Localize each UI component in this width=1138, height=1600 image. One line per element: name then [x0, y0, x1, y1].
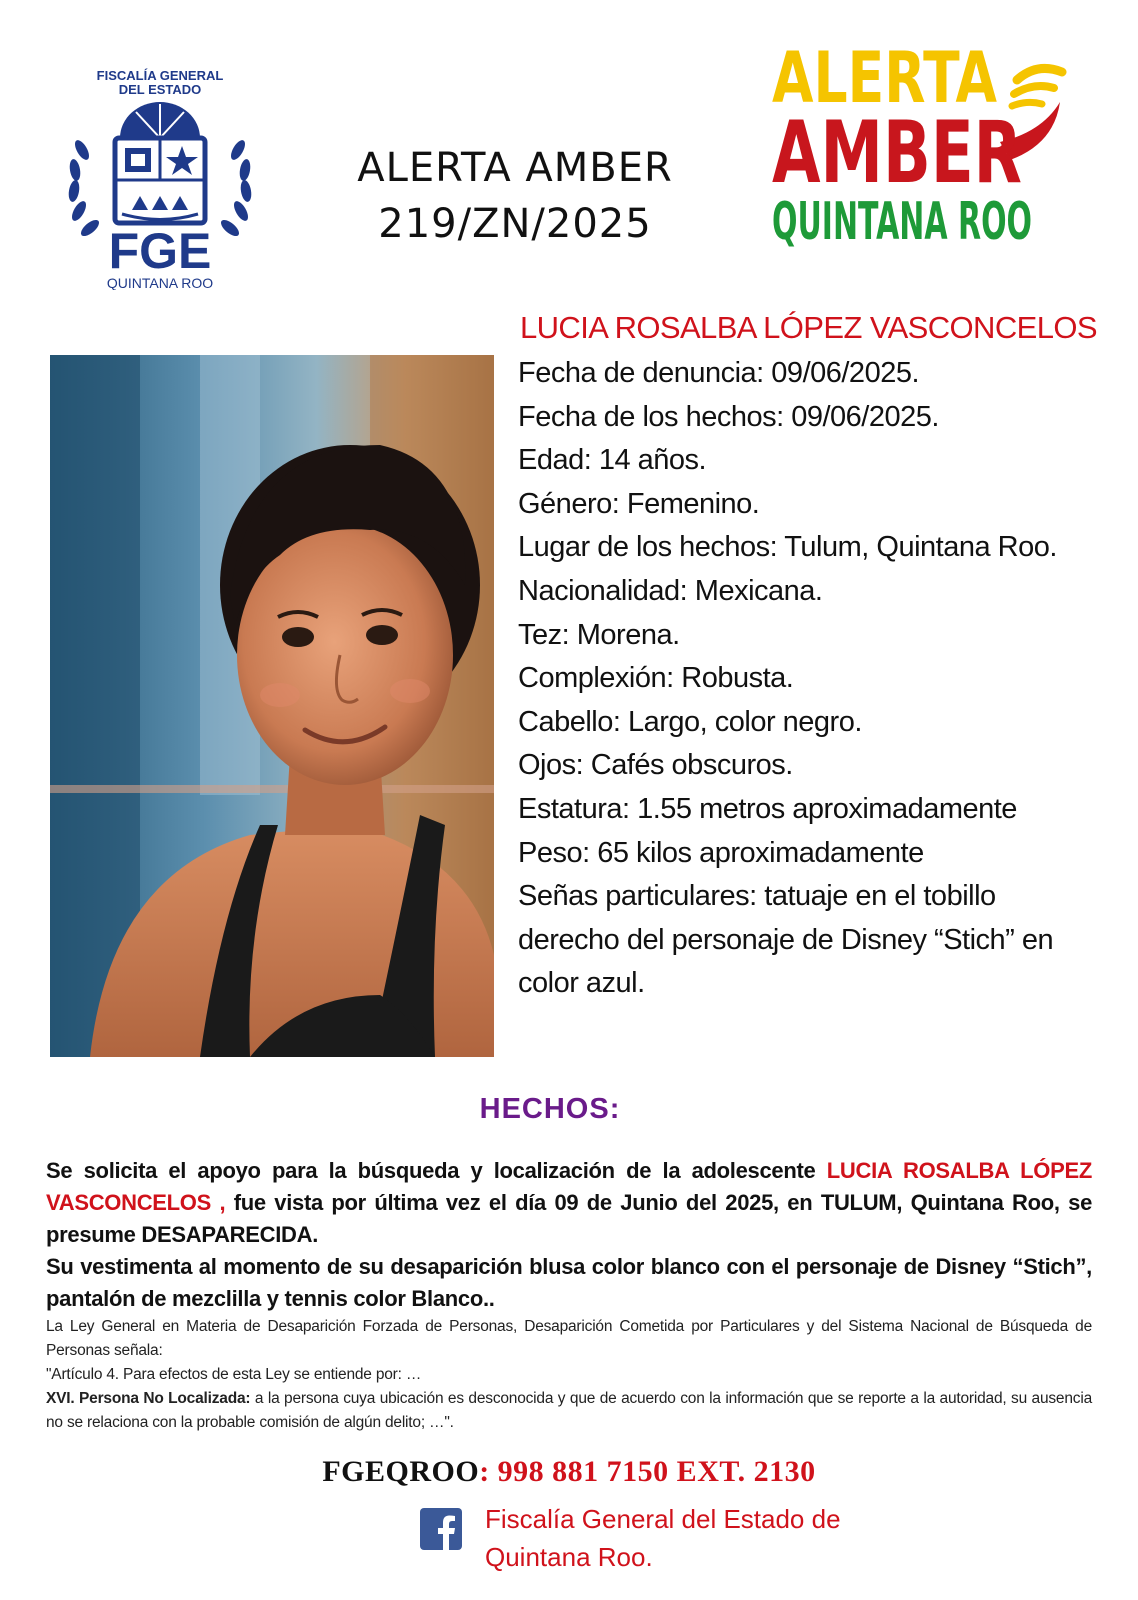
alert-title — [300, 140, 730, 252]
amber-signal-icon — [772, 32, 1082, 252]
contact-phone-line — [0, 1455, 1138, 1489]
detail-value: Femenino. — [619, 487, 760, 520]
detail-item — [518, 701, 1098, 745]
person-details-list — [518, 352, 1098, 1006]
detail-label: Tez: — [518, 618, 570, 651]
contact-org: FGEQROO — [322, 1455, 480, 1488]
detail-item — [518, 439, 1098, 483]
detail-label: Cabello: — [518, 705, 621, 738]
hechos-p1-name: LUCIA ROSALBA LÓPEZ VASCONCELOS , — [46, 1158, 1093, 1215]
portrait-image-icon — [50, 355, 494, 1057]
hechos-heading: HECHOS: — [479, 1093, 621, 1125]
law-definition-text: a la persona cuya ubicación es desconocida y que de acuerdo con la información que se reporte a la autoridad, su ausencia no se relaciona con la probable comisión de algún delito; …". — [46, 1390, 1092, 1431]
detail-item — [518, 744, 1098, 788]
detail-value: Largo, color negro. — [620, 705, 862, 738]
detail-label: Ojos: — [518, 749, 584, 782]
detail-item — [518, 526, 1098, 570]
hechos-section — [46, 1155, 1092, 1435]
hechos-p1-rest: fue vista por última vez el día 09 de Junio del 2025, en TULUM, Quintana Roo, se presume DESAPARECIDA. — [46, 1190, 1092, 1247]
detail-item — [518, 832, 1098, 876]
detail-label: Complexión: — [518, 662, 674, 695]
law-paragraph-3 — [46, 1387, 1092, 1435]
detail-value: Mexicana. — [687, 574, 823, 607]
facebook-page-link[interactable] — [485, 1500, 841, 1576]
hechos-paragraph-1 — [46, 1155, 1092, 1251]
detail-item — [518, 570, 1098, 614]
law-paragraph-2: "Artículo 4. Para efectos de esta Ley se entiende por: … — [46, 1366, 422, 1383]
alert-title-line1: ALERTA AMBER — [357, 145, 673, 191]
fge-bottom-text: QUINTANA ROO — [106, 275, 214, 290]
hechos-p1-intro: Se solicita el apoyo para la búsqueda y localización de la adolescente — [46, 1158, 827, 1183]
detail-item — [518, 657, 1098, 701]
detail-label: Fecha de los hechos: — [518, 400, 784, 433]
alert-case-number: 219/ZN/2025 — [378, 201, 652, 247]
detail-item — [518, 396, 1098, 440]
detail-value: tatuaje en el tobillo derecho del personaje de Disney “Stich” en color azul. — [518, 880, 1054, 1000]
detail-label: Género: — [518, 487, 620, 520]
detail-item — [518, 788, 1098, 832]
amber-logo-line3: QUINTANA ROO — [772, 192, 1032, 252]
detail-item — [518, 875, 1098, 1006]
detail-value: 09/06/2025. — [763, 357, 920, 389]
detail-label: Fecha de denuncia: — [518, 357, 764, 389]
fge-top-text-1: FISCALÍA GENERAL — [96, 68, 224, 83]
facebook-icon[interactable] — [420, 1508, 462, 1550]
detail-label: Edad: — [518, 444, 592, 477]
fge-logo — [60, 60, 260, 290]
missing-person-photo — [50, 355, 494, 1057]
detail-label: Lugar de los hechos: — [518, 531, 778, 564]
fge-seal-icon — [60, 60, 260, 290]
detail-item — [518, 614, 1098, 658]
detail-item — [518, 483, 1098, 527]
detail-value: 1.55 metros aproximadamente — [629, 792, 1017, 825]
person-name: LUCIA ROSALBA LÓPEZ VASCONCELOS — [520, 310, 1097, 345]
detail-value: Cafés obscuros. — [583, 749, 793, 782]
fge-acronym: FGE — [108, 223, 212, 279]
contact-phone[interactable]: : 998 881 7150 EXT. 2130 — [479, 1455, 816, 1488]
alerta-amber-logo — [772, 32, 1082, 252]
detail-value: Morena. — [569, 618, 680, 651]
detail-label: Señas particulares: — [518, 880, 757, 913]
amber-logo-line2: AMBER — [772, 103, 1022, 203]
detail-label: Estatura: — [518, 792, 630, 825]
facebook-text-line1: Fiscalía General del Estado de — [485, 1504, 841, 1534]
law-definition-term: XVI. Persona No Localizada: — [46, 1390, 251, 1407]
detail-value: Robusta. — [673, 662, 794, 695]
detail-value: 65 kilos aproximadamente — [589, 836, 924, 869]
fge-top-text-2: DEL ESTADO — [118, 82, 202, 97]
detail-value: 09/06/2025. — [783, 400, 939, 433]
detail-item — [518, 352, 1098, 396]
amber-logo-line1: ALERTA — [772, 37, 997, 119]
detail-label: Nacionalidad: — [518, 574, 688, 607]
hechos-paragraph-2: Su vestimenta al momento de su desaparición blusa color blanco con el personaje de Disney “Stich”, pantalón de mezclilla y tennis color Blanco.. — [46, 1254, 1092, 1311]
law-paragraph-1: La Ley General en Materia de Desaparición Forzada de Personas, Desaparición Cometida por Particulares y del Sistema Nacional de Búsqueda de Personas señala: — [46, 1318, 1092, 1359]
detail-value: 14 años. — [591, 444, 707, 477]
detail-label: Peso: — [518, 836, 590, 869]
facebook-text-line2: Quintana Roo. — [485, 1542, 653, 1572]
detail-value: Tulum, Quintana Roo. — [777, 531, 1057, 564]
